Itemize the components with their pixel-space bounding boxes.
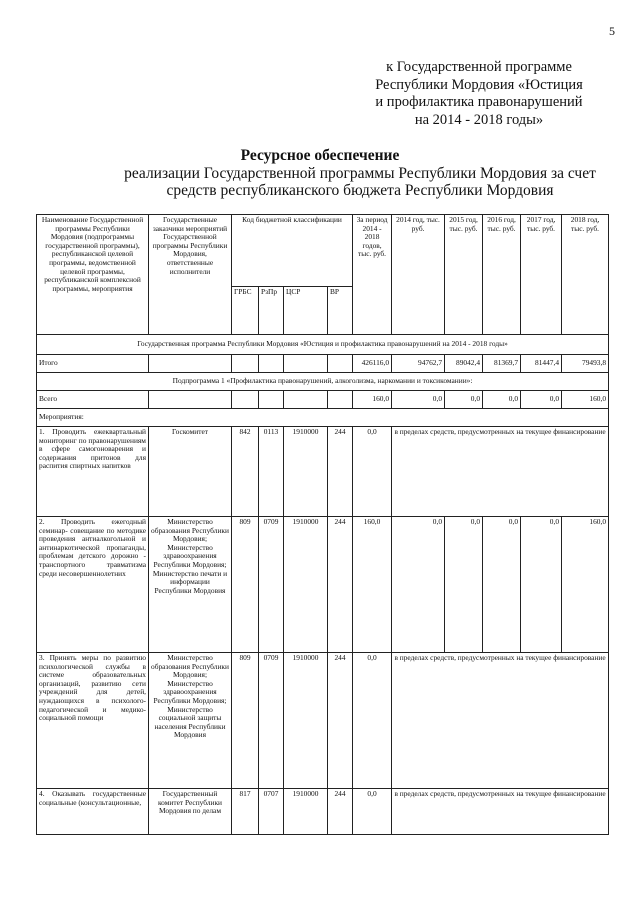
appendix-line: и профилактика правонарушений bbox=[375, 94, 583, 110]
measure-2018: 160,0 bbox=[562, 517, 609, 653]
measure-row bbox=[37, 427, 609, 517]
document-subtitle bbox=[120, 165, 600, 199]
measure-row bbox=[37, 517, 609, 653]
header-rzpr: РзПр bbox=[259, 287, 284, 335]
subtotal-2015: 0,0 bbox=[445, 391, 483, 409]
empty-cell bbox=[328, 355, 353, 373]
total-period: 426116,0 bbox=[353, 355, 392, 373]
measure-funding-note: в пределах средств, предусмотренных на текущее финансирование bbox=[392, 789, 609, 835]
header-period: За период 2014 - 2018 годов, тыс. руб. bbox=[353, 215, 392, 335]
subtotal-row bbox=[37, 391, 609, 409]
measure-name: 2. Проводить ежегодный семинар- совещание по методике проведения антиалкогольной и антинаркотической пропаганды, проблемам детского дорожно - транспортного травматизма среди несовершеннолетних bbox=[37, 517, 149, 653]
empty-cell bbox=[149, 355, 232, 373]
total-2018: 79493,8 bbox=[562, 355, 609, 373]
appendix-line: на 2014 - 2018 годы» bbox=[414, 111, 544, 128]
header-grbs: ГРБС bbox=[232, 287, 259, 335]
measure-customer: Государственный комитет Республики Мордовия по делам bbox=[149, 789, 232, 835]
header-vr: ВР bbox=[328, 287, 353, 335]
measure-2016: 0,0 bbox=[483, 517, 521, 653]
header-2018: 2018 год, тыс. руб. bbox=[562, 215, 609, 335]
total-row bbox=[37, 355, 609, 373]
measure-rzpr: 0113 bbox=[259, 427, 284, 517]
measure-grbs: 842 bbox=[232, 427, 259, 517]
document-title: Ресурсное обеспечение bbox=[240, 147, 400, 164]
measure-vr: 244 bbox=[328, 517, 353, 653]
subtotal-2018: 160,0 bbox=[562, 391, 609, 409]
measure-2015: 0,0 bbox=[445, 517, 483, 653]
measure-grbs: 817 bbox=[232, 789, 259, 835]
subtotal-2016: 0,0 bbox=[483, 391, 521, 409]
subtotal-2017: 0,0 bbox=[521, 391, 562, 409]
subtitle-line: реализации Государственной программы Республики Мордовия за счет bbox=[124, 165, 596, 182]
measure-csr: 1910000 bbox=[284, 653, 328, 789]
header-csr: ЦСР bbox=[284, 287, 328, 335]
measure-period: 0,0 bbox=[353, 427, 392, 517]
total-2016: 81369,7 bbox=[483, 355, 521, 373]
total-2017: 81447,4 bbox=[521, 355, 562, 373]
measure-row bbox=[37, 789, 609, 835]
empty-cell bbox=[284, 355, 328, 373]
measure-vr: 244 bbox=[328, 653, 353, 789]
empty-cell bbox=[259, 355, 284, 373]
measure-customer: Министерство образования Республики Мордовия; Министерство здравоохранения Республики Мордовия; Министерство печати и информации Республики Мордовия bbox=[149, 517, 232, 653]
measure-vr: 244 bbox=[328, 427, 353, 517]
header-budget-code: Код бюджетной классификации bbox=[232, 215, 353, 287]
empty-cell bbox=[328, 391, 353, 409]
measure-grbs: 809 bbox=[232, 517, 259, 653]
total-2014: 94762,7 bbox=[392, 355, 445, 373]
empty-cell bbox=[259, 391, 284, 409]
program-title: Государственная программа Республики Мордовия «Юстиция и профилактика правонарушений на 2014 - 2018 годы» bbox=[37, 335, 609, 355]
measure-rzpr: 0709 bbox=[259, 517, 284, 653]
header-customers: Государственные заказчики мероприятий Государственной программы Республики Мордовия, ответственные исполнители bbox=[149, 215, 232, 335]
measure-rzpr: 0707 bbox=[259, 789, 284, 835]
measure-period: 0,0 bbox=[353, 789, 392, 835]
measure-customer: Министерство образования Республики Мордовия; Министерство здравоохранения Республики Мордовия; Министерство социальной защиты населения Республики Мордовия bbox=[149, 653, 232, 789]
appendix-line: к Государственной программе bbox=[386, 59, 572, 75]
appendix-line: Республики Мордовия «Юстиция bbox=[375, 76, 583, 93]
resource-table bbox=[36, 214, 609, 835]
empty-cell bbox=[284, 391, 328, 409]
measure-funding-note: в пределах средств, предусмотренных на текущее финансирование bbox=[392, 653, 609, 789]
measure-2017: 0,0 bbox=[521, 517, 562, 653]
empty-cell bbox=[232, 355, 259, 373]
header-2017: 2017 год, тыс. руб. bbox=[521, 215, 562, 335]
empty-cell bbox=[149, 391, 232, 409]
measure-grbs: 809 bbox=[232, 653, 259, 789]
total-2015: 89042,4 bbox=[445, 355, 483, 373]
appendix-reference bbox=[359, 59, 599, 129]
measure-name: 4. Оказывать государственные социальные (консультационные, bbox=[37, 789, 149, 835]
measure-vr: 244 bbox=[328, 789, 353, 835]
header-name: Наименование Государственной программы Республики Мордовия (подпрограммы государственной программы), республиканской целевой программы, ведомственной целевой программы, республиканской комплексной программы, мероприятия bbox=[37, 215, 149, 335]
measures-label: Мероприятия: bbox=[37, 409, 609, 427]
subprogram-title: Подпрограмма 1 «Профилактика правонарушений, алкоголизма, наркомании и токсикомании»: bbox=[37, 373, 609, 391]
measure-period: 160,0 bbox=[353, 517, 392, 653]
subtotal-label: Всего bbox=[37, 391, 149, 409]
page-number: 5 bbox=[609, 24, 615, 38]
total-label: Итого bbox=[37, 355, 149, 373]
measure-customer: Госкомитет bbox=[149, 427, 232, 517]
measure-row bbox=[37, 653, 609, 789]
measure-funding-note: в пределах средств, предусмотренных на текущее финансирование bbox=[392, 427, 609, 517]
measure-period: 0,0 bbox=[353, 653, 392, 789]
empty-cell bbox=[232, 391, 259, 409]
measure-name: 3. Принять меры по развитию психологической службы в системе образовательных организаций, развитию сети учреждений для детей, нуждающихся в психолого-педагогической и медико-социальной помощи bbox=[37, 653, 149, 789]
subtitle-line: средств республиканского бюджета Республики Мордовия bbox=[166, 182, 554, 199]
measure-rzpr: 0709 bbox=[259, 653, 284, 789]
header-2016: 2016 год, тыс. руб. bbox=[483, 215, 521, 335]
measure-csr: 1910000 bbox=[284, 789, 328, 835]
subtotal-period: 160,0 bbox=[353, 391, 392, 409]
header-2014: 2014 год, тыс. руб. bbox=[392, 215, 445, 335]
subtotal-2014: 0,0 bbox=[392, 391, 445, 409]
measure-csr: 1910000 bbox=[284, 517, 328, 653]
measure-csr: 1910000 bbox=[284, 427, 328, 517]
measure-2014: 0,0 bbox=[392, 517, 445, 653]
header-2015: 2015 год, тыс. руб. bbox=[445, 215, 483, 335]
measure-name: 1. Проводить ежеквартальный мониторинг по правонарушениям в сфере самогоноварения и содержания притонов для распития спиртных напитков bbox=[37, 427, 149, 517]
